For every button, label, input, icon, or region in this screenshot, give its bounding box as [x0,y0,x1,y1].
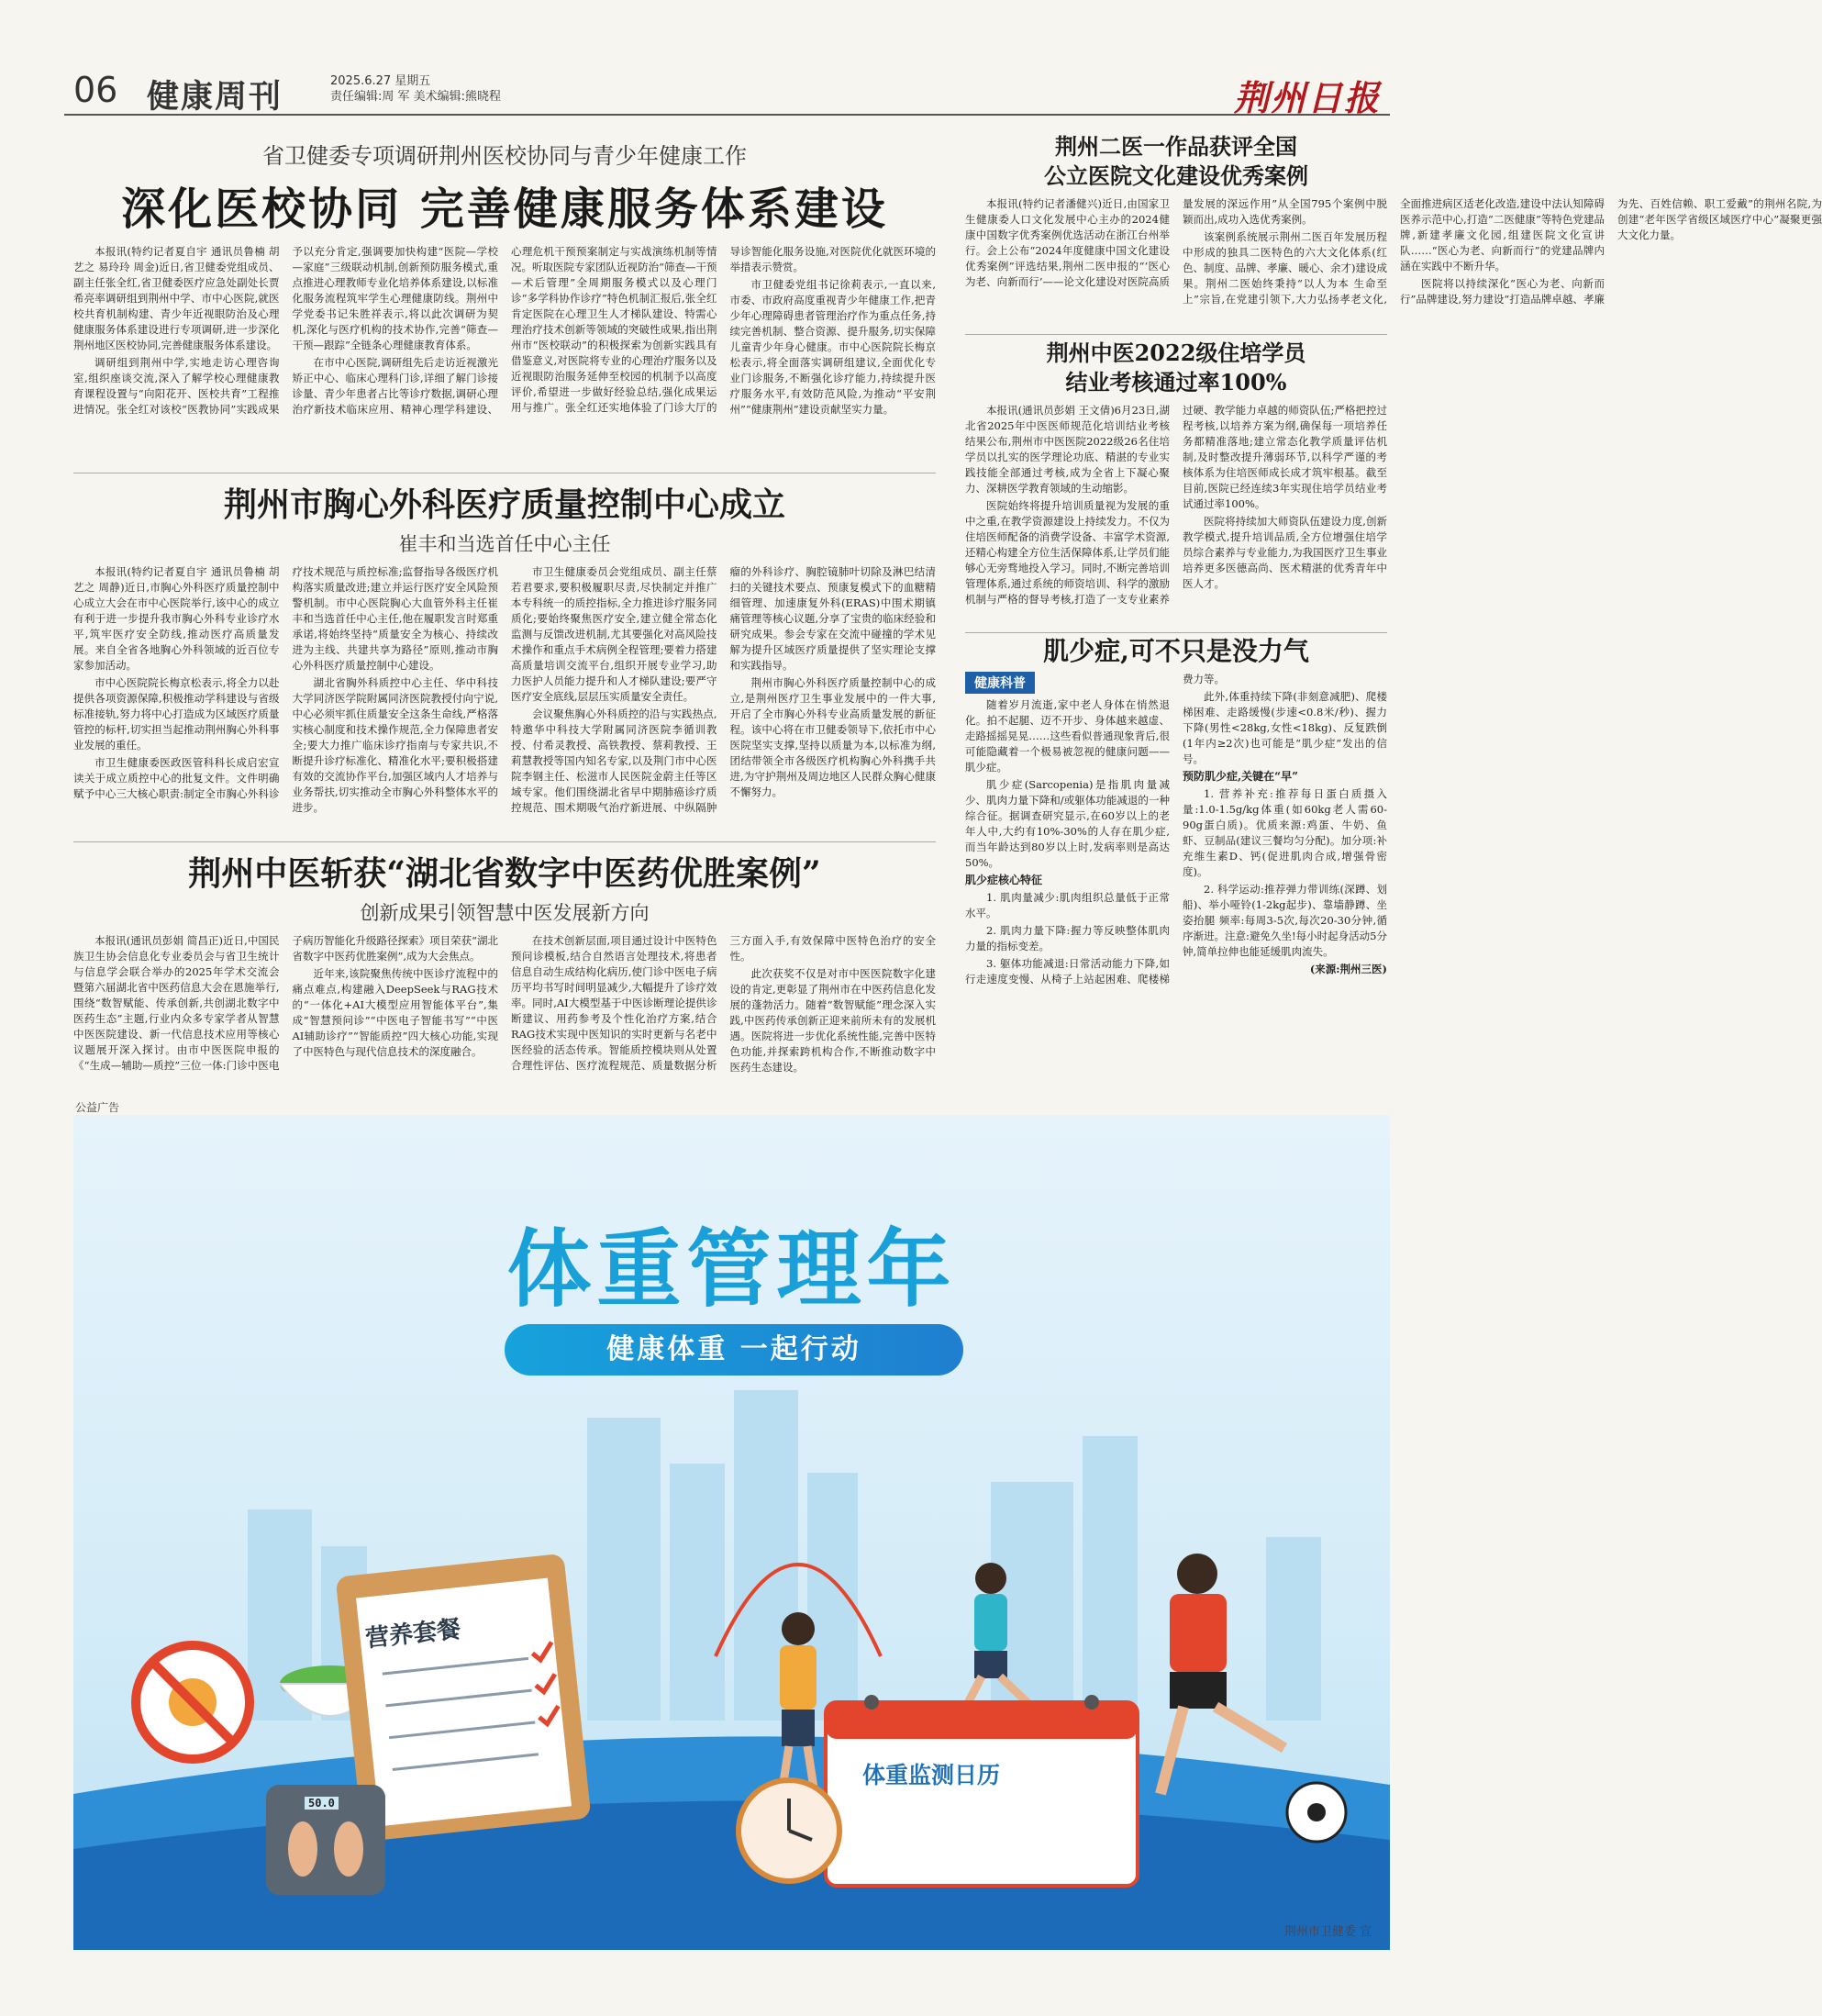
ad-label: 公益广告 [75,1101,120,1114]
article-paragraph: 市卫生健康委医政医管科科长成启宏宣读关于成立质控中心的批复文件。文件明确赋予中心三大核心职责:制定全市胸心外科诊疗技术规范与质控标准;监督指导各级医疗机构落实质量改进;建立并运行医疗安全风险预警机制。市中心医院胸心大血管外科主任崔丰和当选首任中心主任,他在履职发言时郑重承诺,将始终坚持“质量安全为核心、持续改进为主线、共建共享为路径”原则,推动市胸心外科医疗质量控制中心建设。 [73,565,498,800]
article-body [73,933,936,1103]
article-paragraph: 市卫健委党组书记徐莉表示,一直以来,市委、市政府高度重视青少年健康工作,把青少年心理障碍患者管理治疗作为重点任务,持续完善机制、整合资源、提升服务,切实保障儿童青少年身心健康。市中心医院院长梅京松表示,将全面落实调研组建议,全面优化专业门诊服务,不断强化诊疗能力,持续提升医疗服务水平,有效防范风险,为推动“平安荆州”“健康荆州”建设贡献坚实力量。 [729,278,936,416]
article-body [965,403,1387,612]
clipboard-label: 营养套餐 [363,1615,462,1654]
public-service-ad [73,1115,1390,1950]
article-paragraph: 市卫生健康委员会党组成员、副主任蔡若君要求,要积极履职尽责,尽快制定并推广本专科统一的质控指标,全力推进诊疗服务同质化;要始终聚焦医疗安全,建立健全常态化监测与反馈改进机制,尤其要强化对高风险技术操作和重点手术病例全程管理;要着力搭建高质量培训交流平台,组织开展专业学习,助力医护人员能力提升和人才梯队建设;要严守医疗安全底线,层层压实质量安全责任。 [511,565,717,703]
article-headline [965,339,1387,397]
ad-credit: 荆州市卫健委 宣 [1283,1925,1372,1939]
article-paragraph: 本报讯(通讯员彭娟 王文倩)6月23日,湖北省2025年中医医师规范化培训结业考核结果公布,荆州市中医医院2022级26名住培学员以扎实的医学理论功底、精湛的专业实践技能全部通过考核,成为全省上下凝心聚力、深耕医学教育领域的生动缩影。 [965,404,1170,495]
article-paragraph: 在市中心医院,调研组先后走访近视激光矫正中心、临床心理科门诊,详细了解门诊接诊量、青少年患者占比等诊疗数据,调研心理治疗新技术临床应用、精神心理学科建设、心理危机干预预案制定与实战演练机制等情况。听取医院专家团队近视防治“筛查—干预—术后管理”全周期服务模式以及心理门诊“多学科协作诊疗”特色机制汇报后,张全红肯定医院在心理卫生人才梯队建设、特需心理治疗技术创新等领域的突破性成果,指出荆州市“医校联动”的积极探索为创新实践具有借鉴意义,对医院将专业的心理治疗服务以及近视眼防治服务延伸至校园的机制予以高度评价,希望进一步做好经验总结,强化成果运用与推广。张全红还实地体验了门诊大厅的导诊智能化服务设施,对医院优化就医环境的举措表示赞赏。 [292,245,936,416]
list-item: 1. 肌肉量减少:肌肉组织总量低于正常水平。 [965,891,1170,919]
article-body [73,244,936,469]
page-number: 06 [73,70,118,110]
article-paragraph: 医院始终将提升培训质量视为发展的重中之重,在教学资源建设上持续发力。不仅为住培医师配备的消费学设备、丰富学术资源,还精心构建全方位生活保障体系,让学员们能够心无旁骛地投入学习。同时,不断完善培训管理体系,通过系统的师资培训、科学的激励机制与严格的督导考核,打造了一支专业素养过硬、教学能力卓越的师资队伍;严格把控过程考核,以培养方案为纲,确保每一项培养任务都精准落地;建立常态化教学质量评估机制,及时整改提升薄弱环节,以科学严谨的考核体系为住培医师成长成才筑牢根基。截至目前,医院已经连续3年实现住培学员结业考试通过率100%。 [965,404,1387,606]
article-paragraph: 肌少症(Sarcopenia)是指肌肉量减少、肌肉力量下降和/或躯体功能减退的一种综合征。据调查研究显示,在60岁以上的老年人中,大约有10%-30%的人存在肌少症,而当年龄达到80岁以上时,发病率则是高达50%。 [965,778,1170,869]
article-paragraph: 荆州市胸心外科医疗质量控制中心的成立,是荆州医疗卫生事业发展中的一件大事,开启了全市胸心外科专业高质量发展的新征程。该中心将在市卫健委领导下,依托市中心医院坚实支撑,坚持以质量为本,以标准为纲,团结带领全市各级医疗机构胸心外科携手共进,为守护荆州及周边地区人民群众胸心健康不懈努力。 [729,676,936,798]
article-source: (来源:荆州三医) [1309,963,1387,975]
article-sarcopenia [965,637,1387,1050]
list-item: 3. 躯体功能减退:日常活动能力下降,如行走速度变慢、从椅子上站起困难、爬楼梯费力等。 [965,673,1225,986]
article-paragraph: 本报讯(特约记者夏自宇 通讯员鲁楠 胡艺之 易玲玲 周金)近日,省卫健委党组成员、副主任张全红,省卫健委医疗应急处副处长贾希亮率调研组到荆州中学、市中心医院,就医校共育机制构建、青少年近视眼防治及心理健康服务体系建设进行专项调研,进一步深化荆州地区医校协同,完善健康服务体系建设。 [73,245,280,351]
headline-line: 结业考核通过率100% [1065,369,1287,395]
divider [965,334,1387,335]
article-residency-exam [965,339,1387,623]
calendar-label: 体重监测日历 [862,1762,1001,1788]
left-column [73,128,936,1086]
article-headline: 肌少症,可不只是没力气 [1043,636,1309,666]
article-culture-award [965,132,1822,325]
article-paragraph: 市中心医院院长梅京松表示,将全力以赴提供各项资源保障,积极推动学科建设与省级标准接轨,努力将中心打造成为区域医疗质量管控的标杆,切实担当起推动荆州胸心外科事业发展的重任。 [73,676,280,752]
category-tag: 健康科普 [965,672,1035,694]
ad-title: 体重管理年 [506,1220,957,1319]
article-subheadline: 创新成果引领智慧中医发展新方向 [360,902,650,924]
right-column [965,128,1822,1050]
list-item: 2. 肌肉力量下降:握力等反映整体肌肉力量的指标变差。 [965,924,1170,952]
soccer-ball-icon [1287,1783,1346,1842]
article-body [73,564,936,849]
article-thoracic-center [73,479,936,832]
article-paragraph: 近年来,该院聚焦传统中医诊疗流程中的痛点难点,构建融入DeepSeek与RAG技术的“一体化+AI大模型应用智能体平台”,集成“智慧预问诊”“中医电子智能书写”“中医AI辅助诊疗”“智能质控”四大核心功能,实现了中医特色与现代信息技术的深度融合。 [292,967,498,1058]
article-paragraph: 湖北省胸外科质控中心主任、华中科技大学同济医学院附属同济医院教授付向宁说,中心必须牢抓住质量安全这条生命线,严格落实核心制度和技术操作规范,全力保障患者安全;要大力推广临床诊疗指南与专家共识,不断提升诊疗标准化、精准化水平;要积极搭建有效的交流协作平台,加强区域内人才培养与业务帮扶,切实推动全市胸心外科整体水平的进步。 [292,676,498,814]
article-paragraph: 随着岁月流逝,家中老人身体在悄然退化。拍不起腿、迈不开步、身体越来越虚、走路摇摇晃晃……这些看似普通现象背后,很可能隐藏着一个极易被忽视的健康问题——肌少症。 [965,698,1170,774]
section-subhead: 肌少症核心特征 [965,874,1043,886]
article-paragraph: 本报讯(通讯员彭娟 简昌正)近日,中国民族卫生协会信息化专业委员会与省卫生统计与信息学会联合举办的2025年学术交流会暨第六届湖北省中医药信息大会在恩施举行,围绕“数智赋能、传承创新,共创湖北数字中医药生态”主题,行业内众多专家学者从智慧中医医院建设、新一代信息技术应用等核心议题展开深入探讨。由市中医医院申报的《“生成—辅助—质控”三位一体:门诊中医电子病历智能化升级路径探索》项目荣获“湖北省数字中医药优胜案例”,成为大会焦点。 [73,934,498,1072]
article-paragraph: 医院将以持续深化“医心为老、向新而行”品牌建设,努力建设“打造品牌卓越、孝廉为先、百姓信赖、职工爱戴”的荆州名院,为创建“老年医学省级区域医疗中心”凝聚更强大文化力量。 [1400,197,1822,306]
list-item: 2. 科学运动:推荐弹力带训练(深蹲、划船)、举小哑铃(1-2kg起步)、靠墙静蹲、坐姿抬腿 频率:每周3-5次,每次20-30分钟,循序渐进。注意:避免久坐!每小时起身活动5分钟,简单拉伸也能延缓肌肉流失。 [1183,883,1387,958]
article-paragraph: 本报讯(特约记者夏自宇 通讯员鲁楠 胡艺之 周静)近日,市胸心外科医疗质量控制中心成立大会在市中心医院举行,该中心的成立有利于进一步提升我市胸心外科专业诊疗水平,筑牢医疗安全防线,推动医疗高质量发展。来自全省各地胸心外科领域的近百位专家参加活动。 [73,565,280,672]
headline-line: 荆州二医一作品获评全国 [1055,133,1297,160]
ad-slogan: 健康体重 一起行动 [505,1324,963,1376]
page-header [64,70,1390,116]
page-editors: 责任编辑:周 军 美术编辑:熊晓程 [330,90,502,104]
alarm-clock-icon [739,1780,839,1881]
page-meta [330,73,501,105]
article-paragraph: 会议聚焦胸心外科质控的沿与实践热点,特邀华中科技大学附属同济医院李循训教授、付希灵教授、高铁教授、蔡莉教授、王莉慧教授等国内知名专家,以及荆门市中心医院李钢主任、松滋市人民医院金蔚主任等区域专家。他们围绕湖北省早中期肺癌诊疗质控规范、围术期吸气治疗新进展、中纵隔肿瘤的外科诊疗、胸腔镜肺叶切除及淋巴结清扫的关键技术要点、预康复模式下的血糖精细管理、加速康复外科(ERAS)中围术期镇痛管理等核心议题,分享了宝贵的临床经验和研究成果。参会专家在交流中碰撞的学术见解为提升区域医疗质量提供了坚实理论支撑和实践指导。 [511,565,936,814]
list-item: 1. 营养补充:推荐每日蛋白质摄入量:1.0-1.5g/kg体重(如60kg老人需60-90g蛋白质)。优质来源:鸡蛋、牛奶、鱼虾、豆制品(建议三餐均匀分配)。加分项:补充维生素D、钙(促进肌肉合成,增强骨密度)。 [1183,787,1387,878]
scale-reading: 50.0 [305,1797,339,1810]
no-junk-food-icon [136,1645,250,1759]
newspaper-logo: 荆州日报 [1233,77,1381,118]
section-title: 健康周刊 [147,79,283,116]
article-headline: 荆州中医斩获“湖北省数字中医药优胜案例” [188,854,821,893]
article-paragraph: 此次获奖不仅是对市中医医院数字化建设的肯定,更彰显了荆州市在中医药信息化发展的蓬勃活力。随着“数智赋能”理念深入实践,中医药传承创新正迎来前所未有的发展机遇。医院将进一步优化系统性能,完善中医特色功能,并探索跨机构合作,不断推动数字中医药生态建设。 [729,967,936,1074]
page-date: 2025.6.27 星期五 [330,74,431,88]
article-paragraph: 在技术创新层面,项目通过设计中医特色预问诊模板,结合自然语言处理技术,将患者信息自动生成结构化病历,使门诊中医电子病历平均书写时间明显减少,大幅提升了诊疗效率。同时,AI大模型基于中医诊断理论提供诊断建议、用药参考及个性化治疗方案,结合RAG技术实现中医知识的实时更新与名老中医经验的活态传承。智能质控模块则从处置合理性评估、医疗流程规范、质量数据分析三方面入手,有效保障中医特色治疗的安全性。 [511,934,936,1072]
article-headline [965,132,1387,191]
article-subheadline: 崔丰和当选首任中心主任 [398,533,611,555]
headline-line: 荆州中医2022级住培学员 [1046,340,1306,366]
article-digital-tcm [73,848,936,1086]
article-paragraph: 医院将持续加大师资队伍建设力度,创新教学模式,提升培训品质,全方位增强住培学员综合素养与专业能力,为我国医疗卫生事业培养更多医德高尚、医术精湛的优秀青年中医人才。 [1183,515,1387,590]
article-paragraph: 本报讯(特约记者潘健兴)近日,由国家卫生健康委人口文化发展中心主办的2024健康中国数字优秀案例优选活动在浙江台州举行。会上公布“2024年度健康中国文化建设优秀案例”评选结果,荆州二医申报的“‘医心为老、向新而行’——论文化建设对医院高质量发展的深远作用”从全国795个案例中脱颖而出,成功入选优秀案例。 [965,197,1387,288]
section-subhead: 预防肌少症,关键在“早” [1183,770,1298,783]
calendar-icon [826,1695,1138,1886]
article-paragraph: 调研组到荆州中学,实地走访心理咨询室,组织座谈交流,深入了解学校心理健康教育课程设置与“向阳花开、医校共育”工程推进情况。张全红对该校“医教协同”实践成果予以充分肯定,强调要加快构建“医院—学校—家庭”三级联动机制,创新预防服务模式,重点推进心理教师专业化培养体系建设,以标准化服务流程筑牢学生心理健康防线。荆州中学党委书记朱胜祥表示,将以此次调研为契机,深化与医疗机构的技术协作,完善“筛查—干预—跟踪”全链条心理健康教育体系。 [73,245,498,416]
article-school-medical [73,138,936,463]
article-paragraph: 此外,体重持续下降(非刻意减肥)、爬楼梯困难、走路缓慢(步速<0.8米/秒)、握力下降(男性<28kg,女性<18kg)、反复跌倒(1年内≥2次)也可能是“肌少症”发出的信号。 [1183,690,1387,765]
article-kicker: 省卫健委专项调研荆州医校协同与青少年健康工作 [262,143,747,169]
article-body [965,196,1822,314]
article-body [965,672,1387,1039]
article-headline: 深化医校协同 完善健康服务体系建设 [121,184,888,235]
divider [965,632,1387,633]
headline-line: 公立医院文化建设优秀案例 [1044,162,1308,189]
article-headline: 荆州市胸心外科医疗质量控制中心成立 [223,485,785,524]
article-paragraph: 该案例系统展示荆州二医百年发展历程中形成的独具二医特色的六大文化体系(红色、制度、品牌、孝廉、暖心、余才)建设成果。荆州二医始终秉持“以人为本 生命至上”宗旨,在党建引领下,大力弘扬孝老文化,全面推进病区适老化改造,建设中法认知障碍医养示范中心,打造“二医健康”等特色党建品牌,新建孝廉文化园,组建医院文化宣讲队……“医心为老、向新而行”的党建品牌内涵在实践中不断升华。 [1183,197,1605,306]
